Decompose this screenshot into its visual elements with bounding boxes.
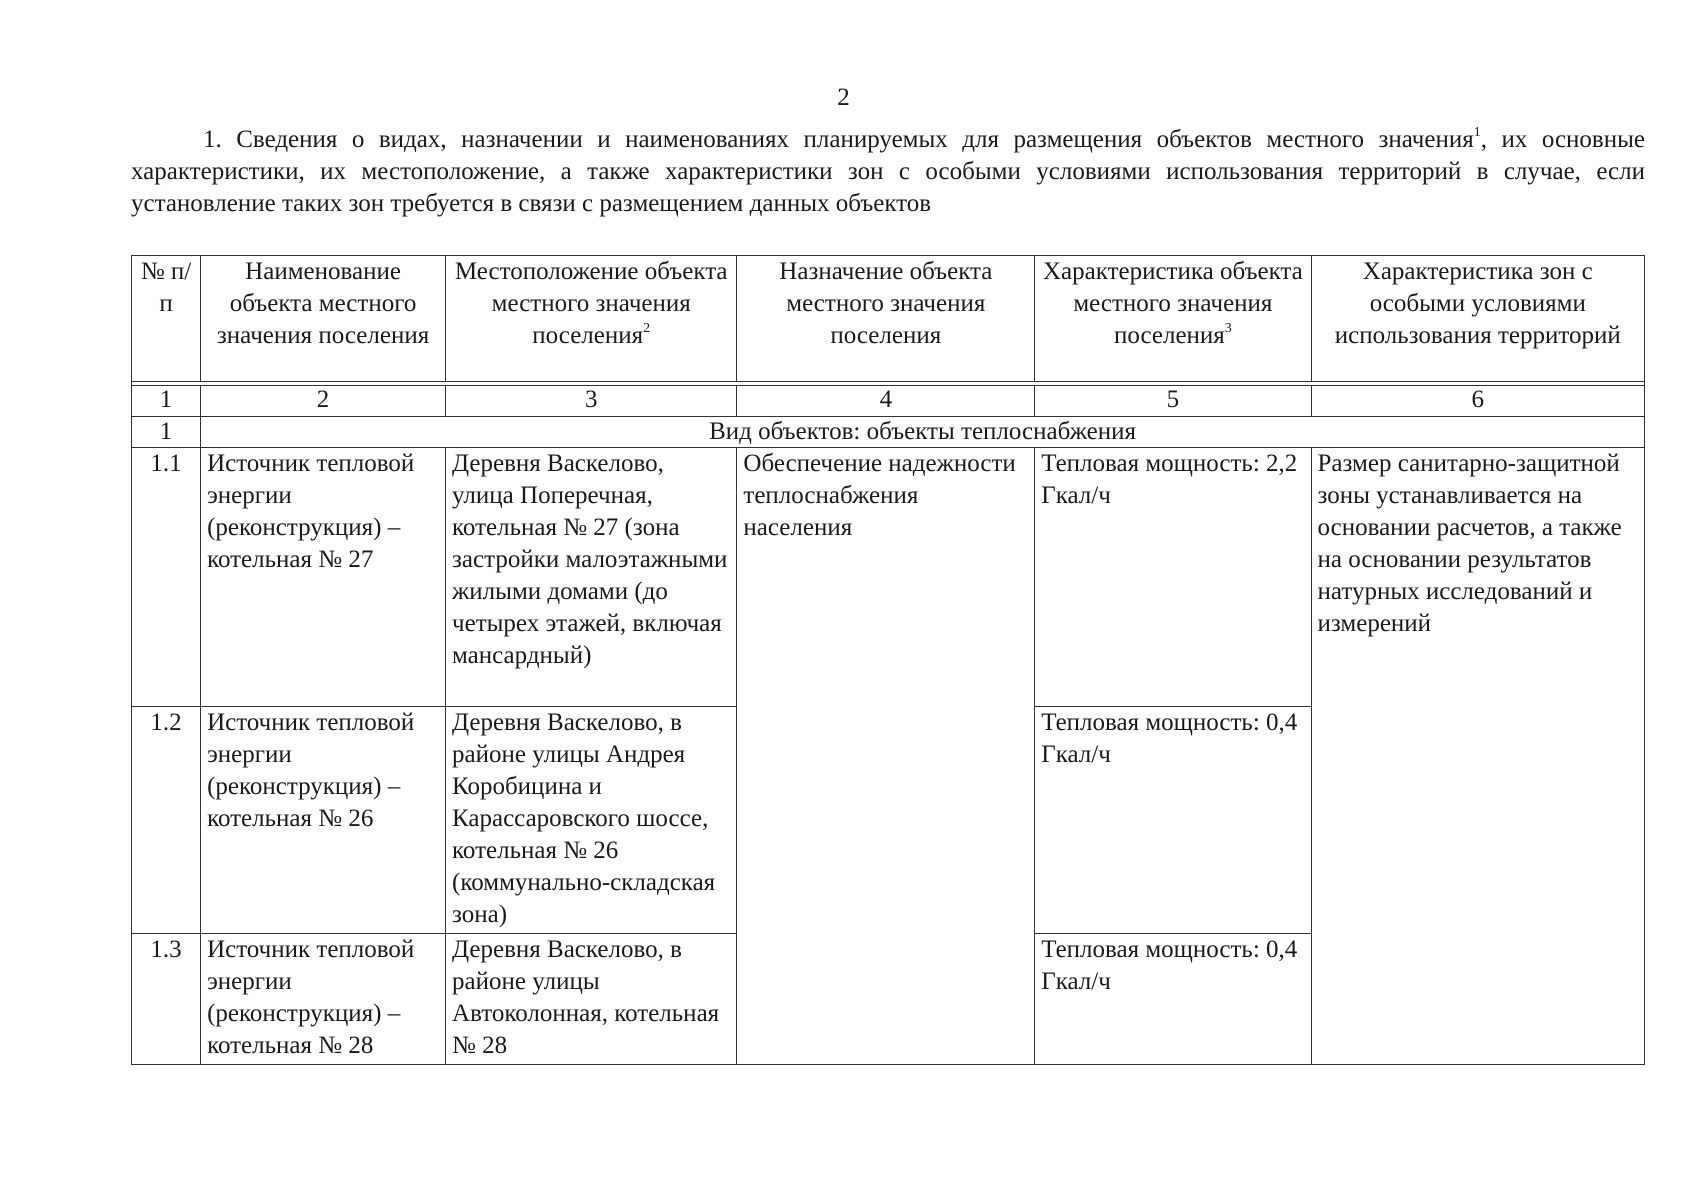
intro-text-cont: , их основные характеристики, их местоположение, а также характеристики зон с особыми условиями использования территорий в случае, если установление таких зон требуется в связи с размещением данных объектов — [131, 126, 1646, 217]
row-location: Деревня Васкелово, улица Поперечная, котельная № 27 (зона застройки малоэтажными жилыми домами (до четырех этажей, включая мансардный) — [446, 448, 737, 707]
column-number: 4 — [737, 386, 1035, 417]
row-purpose: Обеспечение надежности теплоснабжения населения — [737, 448, 1035, 1065]
table-header-row — [132, 256, 1645, 382]
header-purpose: Назначение объекта местного значения поселения — [737, 256, 1035, 382]
row-location: Деревня Васкелово, в районе улицы Андрея Коробицина и Карассаровского шоссе, котельная № 26 (коммунально-складская зона) — [446, 707, 737, 934]
header-num: № п/п — [132, 256, 201, 382]
row-zones: Размер санитарно-защитной зоны устанавливается на основании расчетов, а также на основании результатов натурных исследований и измерений — [1311, 448, 1644, 1065]
header-zones: Характеристика зон с особыми условиями использования территорий — [1311, 256, 1644, 382]
section-row — [132, 417, 1645, 448]
row-num: 1.3 — [132, 934, 201, 1065]
row-characteristic: Тепловая мощность: 0,4 Гкал/ч — [1035, 707, 1311, 934]
header-name: Наименование объекта местного значения поселения — [201, 256, 446, 382]
column-number: 1 — [132, 386, 201, 417]
column-number: 5 — [1035, 386, 1311, 417]
header-location-text: Местоположение объекта местного значения поселения — [454, 258, 728, 349]
column-number: 2 — [201, 386, 446, 417]
footnote-ref-2: 2 — [643, 320, 651, 336]
objects-table — [131, 255, 1645, 1065]
header-characteristic-text: Характеристика объекта местного значения поселения — [1043, 258, 1303, 349]
intro-paragraph — [131, 124, 1645, 220]
column-numbers-row — [132, 386, 1645, 417]
row-num: 1.2 — [132, 707, 201, 934]
section-title: Вид объектов: объекты теплоснабжения — [201, 417, 1645, 448]
header-characteristic — [1035, 256, 1311, 382]
footnote-ref-3: 3 — [1224, 320, 1232, 336]
page-number: 2 — [837, 84, 850, 111]
intro-text: 1. Сведения о видах, назначении и наименованиях планируемых для размещения объектов местного значения — [203, 126, 1474, 153]
table-row — [132, 448, 1645, 707]
row-location: Деревня Васкелово, в районе улицы Автоколонная, котельная № 28 — [446, 934, 737, 1065]
row-characteristic: Тепловая мощность: 0,4 Гкал/ч — [1035, 934, 1311, 1065]
footnote-ref-1: 1 — [1473, 124, 1481, 140]
row-characteristic: Тепловая мощность: 2,2 Гкал/ч — [1035, 448, 1311, 707]
row-name: Источник тепловой энергии (реконструкция) – котельная № 28 — [201, 934, 446, 1065]
row-name: Источник тепловой энергии (реконструкция) – котельная № 26 — [201, 707, 446, 934]
column-number: 3 — [446, 386, 737, 417]
header-location — [446, 256, 737, 382]
column-number: 6 — [1311, 386, 1644, 417]
row-num: 1.1 — [132, 448, 201, 707]
row-name: Источник тепловой энергии (реконструкция) – котельная № 27 — [201, 448, 446, 707]
section-num: 1 — [132, 417, 201, 448]
